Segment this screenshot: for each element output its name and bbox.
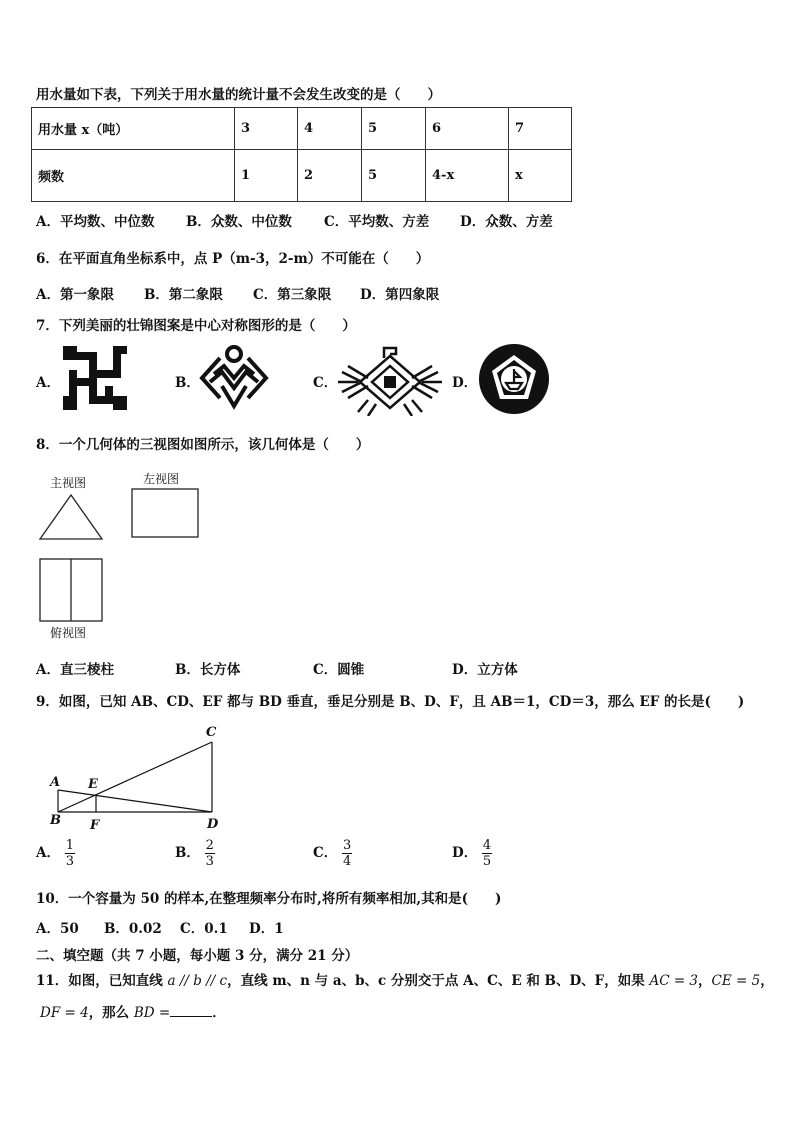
q6-option-a[interactable]: A．第一象限 — [36, 287, 114, 303]
water-usage-table — [31, 107, 572, 202]
point-label-f: F — [90, 818, 100, 833]
q7-option-a[interactable]: A． — [36, 375, 60, 391]
top-view-label: 俯视图 — [50, 626, 87, 640]
denominator: 5 — [482, 854, 492, 869]
swastika-pattern-icon — [63, 346, 127, 410]
denominator: 3 — [205, 854, 214, 869]
top-view-rectangle — [39, 558, 105, 624]
option-letter: B． — [175, 845, 200, 861]
q11-line1 — [36, 969, 774, 989]
denominator: 3 — [65, 854, 74, 869]
q9-option-c[interactable] — [313, 838, 352, 869]
q10-stem: 10．一个容量为 50 的样本,在整理频率分布时,将所有频率相加,其和是( ) — [36, 891, 502, 907]
q5-option-a[interactable]: A．平均数、中位数 — [36, 214, 155, 230]
q7-stem: 7．下列美丽的壮锦图案是中心对称图形的是（ ） — [36, 318, 356, 334]
q7-option-b[interactable]: B． — [175, 375, 200, 391]
q8-stem: 8．一个几何体的三视图如图所示，该几何体是（ ） — [36, 437, 370, 453]
table-row — [32, 150, 572, 202]
q6-option-b[interactable]: B．第二象限 — [144, 287, 223, 303]
section-heading-fill-in: 二、填空题（共 7 小题，每小题 3 分，满分 21 分） — [36, 948, 359, 964]
fraction — [342, 838, 352, 869]
fraction — [205, 838, 215, 869]
numerator: 3 — [342, 838, 352, 853]
q5-stem: 用水量如下表，下列关于用水量的统计量不会发生改变的是（ ） — [36, 87, 441, 103]
q9-stem: 9．如图，已知 AB、CD、EF 都与 BD 垂直，垂足分别是 B、D、F，且 AB＝1，CD＝3，那么 EF 的长是( ) — [36, 694, 745, 710]
q9-option-d[interactable] — [452, 838, 492, 869]
option-letter: D． — [452, 845, 478, 861]
numerator: 4 — [482, 838, 492, 853]
point-label-c: C — [206, 725, 217, 740]
answer-blank[interactable] — [170, 1005, 212, 1017]
q11-line2 — [40, 1001, 226, 1021]
q9-option-b[interactable] — [175, 838, 215, 869]
q10-option-c[interactable]: C．0.1 — [180, 921, 228, 937]
table-cell: 频数 — [32, 150, 235, 202]
option-letter: C． — [313, 845, 338, 861]
table-row — [32, 108, 572, 150]
q9-option-a[interactable] — [36, 838, 75, 869]
brocade-pattern-c-icon — [338, 342, 442, 416]
point-label-d: D — [207, 817, 219, 832]
q8-option-a[interactable]: A．直三棱柱 — [36, 662, 114, 678]
geometry-figure-q9 — [44, 722, 234, 834]
math-expression: AC = 3 — [649, 973, 699, 989]
q5-option-c[interactable]: C．平均数、方差 — [324, 214, 430, 230]
denominator: 4 — [342, 854, 352, 869]
q8-option-b[interactable]: B．长方体 — [175, 662, 241, 678]
point-label-b: B — [50, 813, 61, 828]
point-label-e: E — [88, 777, 98, 792]
table-cell: 5 — [362, 108, 426, 150]
table-cell: 6 — [426, 108, 509, 150]
left-view-rectangle — [131, 488, 201, 540]
table-cell: x — [509, 150, 572, 202]
table-cell: 4 — [298, 108, 362, 150]
q11-text: ， — [760, 973, 774, 989]
table-cell: 3 — [235, 108, 298, 150]
table-cell: 5 — [362, 150, 426, 202]
table-cell: 1 — [235, 150, 298, 202]
q10-option-a[interactable]: A．50 — [36, 921, 79, 937]
table-cell: 7 — [509, 108, 572, 150]
brocade-pattern-d-icon — [478, 343, 550, 415]
option-letter: A． — [36, 845, 60, 861]
q8-option-d[interactable]: D．立方体 — [452, 662, 518, 678]
q6-option-c[interactable]: C．第三象限 — [253, 287, 332, 303]
numerator: 2 — [205, 838, 214, 853]
point-label-a: A — [50, 775, 61, 790]
numerator: 1 — [65, 838, 74, 853]
q8-option-c[interactable]: C．圆锥 — [313, 662, 365, 678]
q11-text: ． — [212, 1005, 226, 1021]
q6-stem: 6．在平面直角坐标系中，点 P（m-3，2-m）不可能在（ ） — [36, 251, 430, 267]
q11-text: ， — [698, 973, 712, 989]
table-cell: 4-x — [426, 150, 509, 202]
q5-option-d[interactable]: D．众数、方差 — [460, 214, 553, 230]
brocade-pattern-b-icon — [198, 344, 270, 414]
front-view-triangle — [38, 493, 104, 541]
q6-option-d[interactable]: D．第四象限 — [360, 287, 440, 303]
math-expression: a // b // c — [167, 973, 228, 989]
q11-text: ，那么 — [88, 1005, 134, 1021]
left-view-label: 左视图 — [143, 472, 180, 486]
q7-option-d[interactable]: D． — [452, 375, 478, 391]
q10-option-b[interactable]: B．0.02 — [104, 921, 162, 937]
table-cell: 2 — [298, 150, 362, 202]
q5-option-b[interactable]: B．众数、中位数 — [186, 214, 292, 230]
q10-option-d[interactable]: D．1 — [249, 921, 284, 937]
fraction — [482, 838, 492, 869]
math-expression: BD = — [133, 1005, 171, 1021]
math-expression: DF = 4 — [40, 1005, 89, 1021]
q11-text: 11．如图，已知直线 — [36, 973, 168, 989]
fraction — [65, 838, 75, 869]
q11-text: ，直线 m、n 与 a、b、c 分别交于点 A、C、E 和 B、D、F，如果 — [227, 973, 650, 989]
front-view-label: 主视图 — [50, 476, 87, 490]
math-expression: CE = 5 — [711, 973, 761, 989]
q7-option-c[interactable]: C． — [313, 375, 338, 391]
table-cell: 用水量 x（吨） — [32, 108, 235, 150]
